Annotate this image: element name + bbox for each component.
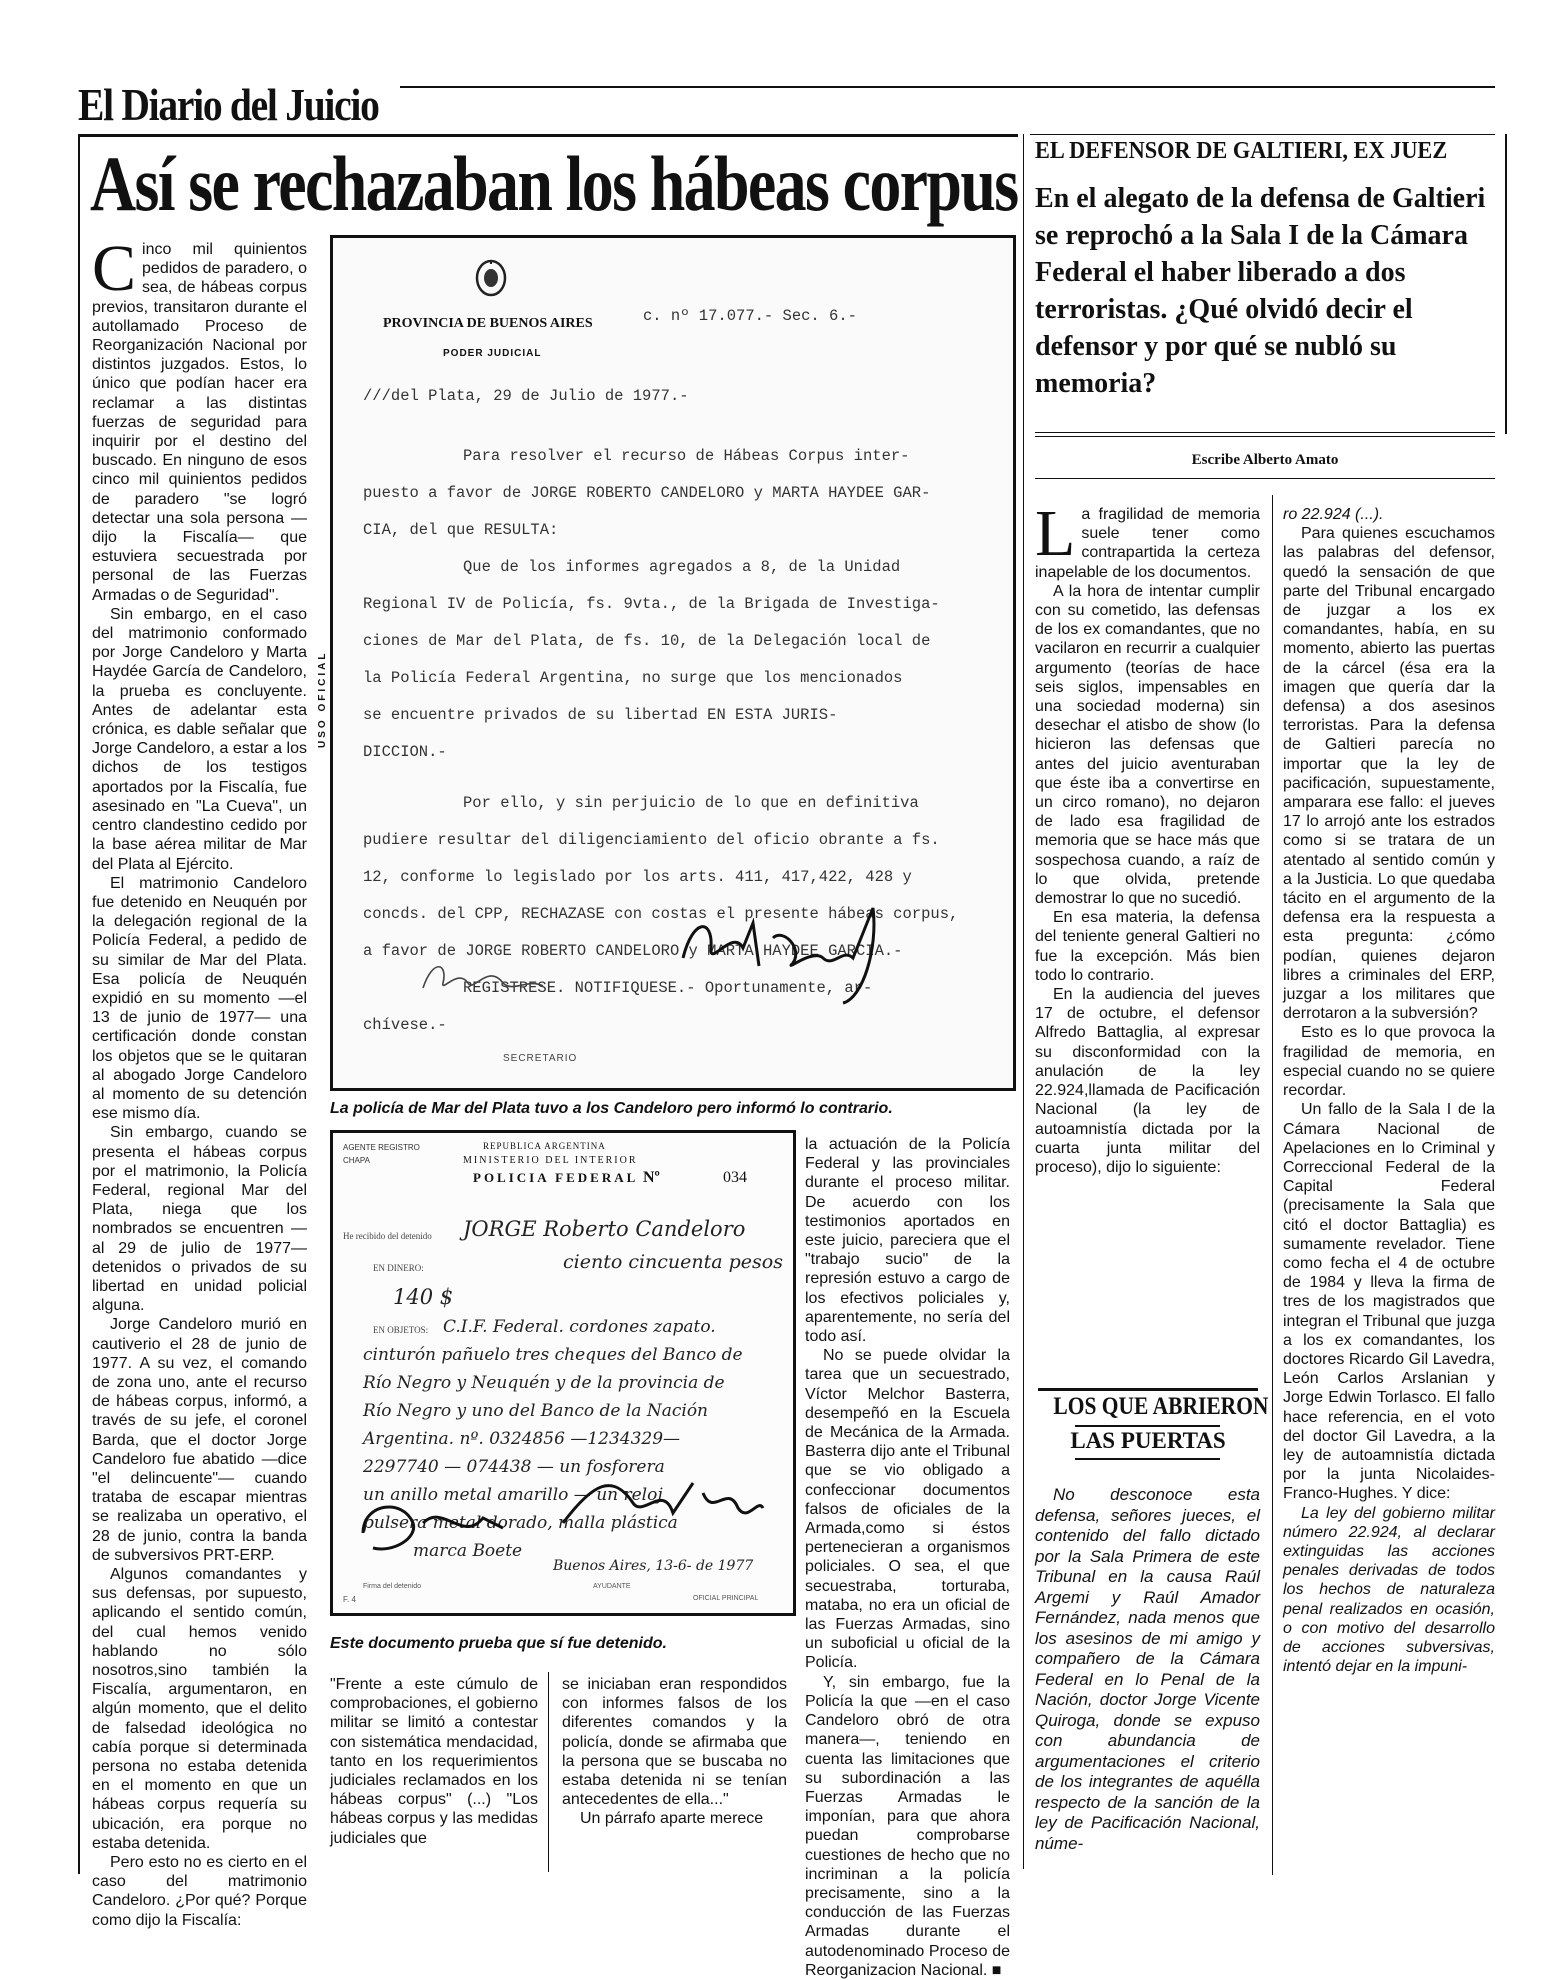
receipt-footer-mid: AYUDANTE [593, 1583, 631, 1590]
typed-line: 12, conforme lo legislado por los arts. 411, 417,422, 428 y [363, 868, 912, 886]
resolution-date: ///del Plata, 29 de Julio de 1977.- [363, 387, 689, 405]
story-divider [1023, 134, 1024, 1869]
story-column-bottom-b [562, 1675, 787, 1829]
money-amount-words: ciento cincuenta pesos [563, 1251, 783, 1273]
police-receipt-document [330, 1130, 796, 1616]
story-paragraph: Sin embargo, en el caso del matrimonio conformado por Jorge Candeloro y Marta Haydée García de Candeloro, la prueba es concluyente. Antes de adelantar esta crónica, es dable señalar que Jorge Candeloro, a estar a los dichos de los testigos aportados por la Fiscalía, fue asesinado en "La Cueva", un centro clandestino cedido por la base aérea militar de Mar del Plata al Ejército. [92, 605, 307, 873]
province-header: PROVINCIA DE BUENOS AIRES [383, 316, 593, 331]
sidebar-paragraph: ro 22.924 (...). [1283, 506, 1384, 523]
typed-line: chívese.- [363, 1016, 447, 1034]
story-paragraph: El matrimonio Candeloro fue detenido en Neuquén por la delegación regional de la Policía Federal, a pedido de su similar de Mar del Plata. Esa policía de Neuquén expidió en su momento —el 13 de junio de 1977— una certificación donde constan los objetos que se le quitaran al abogado Jorge Candeloro al momento de su detención ese mismo día. [92, 874, 307, 1123]
typed-line: REGISTRESE. NOTIFIQUESE.- Oportunamente, ar- [463, 979, 873, 997]
sidebar-border-right [1505, 134, 1507, 434]
sidebar-column-2 [1283, 505, 1495, 1676]
court-resolution-document [317, 235, 1016, 1091]
story-paragraph: Pero esto no es cierto en el caso del matrimonio Candeloro. ¿Por qué? Porque como dijo la Fiscalía: [92, 1854, 307, 1929]
objects-label: EN OBJETOS: [373, 1325, 429, 1335]
drop-cap: C [92, 232, 137, 305]
story-border-left [78, 134, 80, 1874]
typed-line: pudiere resultar del diligenciamiento del oficio obrante a fs. [363, 831, 940, 849]
sidebar-quote [1035, 1485, 1260, 1854]
receipt-header-ministry: MINISTERIO DEL INTERIOR [463, 1155, 638, 1166]
sidebar-rule-byline [1035, 478, 1495, 479]
story-paragraph: No se puede olvidar la tarea que un secuestrado, Víctor Melchor Basterra, desempeñó en la Escuela de Mecánica de la Armada. Basterra dijo ante el Tribunal que se vio obligado a confeccionar documentos falsos de oficiales de la Armada,como si éstos pertenecieran a organismos policiales. O sea, el que secuestraba, torturaba, mataba, no era un oficial de las Fuerzas Armadas, sino un suboficial u oficial de la Policía. [805, 1347, 1010, 1672]
typed-line: la Policía Federal Argentina, no surge que los mencionados [363, 669, 903, 687]
receipt-header-police: POLICIA FEDERAL [473, 1170, 639, 1185]
sidebar-column-divider [1272, 495, 1273, 1875]
photo-caption-1: La policía de Mar del Plata tuvo a los Candeloro pero informó lo contrario. [330, 1100, 893, 1117]
box-title-line-1: LOS QUE ABRIERON [1053, 1393, 1269, 1420]
secretary-stamp: SECRETARIO [503, 1053, 578, 1064]
sidebar-paragraph: La ley del gobierno militar número 22.924, al declarar extinguidas las acciones penales derivadas de todos los hechos de naturaleza penal realizados en ocasión, o con motivo del desarrollo de acciones subversivas, intentó dejar en la impuni- [1283, 1504, 1495, 1676]
receipt-number: 034 [723, 1169, 747, 1186]
secretary-signature [413, 938, 573, 1008]
box-title-line-2: LAS PUERTAS [1070, 1428, 1226, 1453]
masthead-underline-right [1030, 134, 1495, 135]
receipt-header-left: AGENTE REGISTRO CHAPA [343, 1143, 420, 1165]
sidebar-rule-top [1035, 432, 1495, 433]
typed-line: Para resolver el recurso de Hábeas Corpus inter- [463, 447, 910, 465]
sidebar-paragraph: No desconoce esta defensa, señores jueces, el contenido del fallo dictado por la Sala Primera de este Tribunal en la causa Raúl Argemi y Raúl Amador Fernández, nada menos que los asesinos de mi amigo y compañero de la Cámara Federal en lo Penal de la Nación, doctor Jorge Vicente Quiroga, donde se expuso con abundancia de argumentaciones el criterio de los integrantes de aquélla respecto de la sanción de la ley de Pacificación Nacional, núme- [1035, 1485, 1260, 1853]
typed-line: ciones de Mar del Plata, de fs. 10, de la Delegación local de [363, 632, 931, 650]
object-line: pulsera metal dorado, malla plástica [363, 1513, 678, 1533]
story-paragraph: la actuación de la Policía Federal y las provinciales durante el proceso militar. De acuerdo con los testimonios aportados en este juicio, pareciera que el "trabajo sucio" de la represión estuvo a cargo de los efectivos policiales y, aparentemente, no sería del todo así. [805, 1136, 1010, 1346]
sidebar-paragraph: En la audiencia del jueves 17 de octubre, el defensor Alfredo Battaglia, al expresar su disconformidad con la anulación de la ley 22.924,llamada de Pacificación Nacional (la ley de autoamnistía dictada por la cuarta junta militar del proceso), dijo lo siguiente: [1035, 986, 1260, 1176]
object-line: un anillo metal amarillo — un reloj [363, 1485, 663, 1505]
story-column-bottom-a [330, 1675, 538, 1848]
receipt-footer-right: OFICIAL PRINCIPAL [693, 1595, 759, 1602]
sidebar-paragraph: En esa materia, la defensa del teniente general Galtieri no fue la excepción. Más bien todo lo contrario. [1035, 909, 1260, 984]
sidebar-paragraph: A la hora de intentar cumplir con su cometido, las defensas de los ex comandantes, que no vacilaron en recurrir a cualquier argumento (teorías de hace seis siglos, impensables en una sociedad moderna) sin desechar el atisbo de show (lo hicieron las defensas que antes del juicio aventuraban que éste iba a convertirse en un circo romano), no dejaron de lado esa fragilidad de memoria que se hace más que sospechosa cuando, a raíz de lo que olvida, pretende demostrar lo que no sucedió. [1035, 582, 1260, 908]
headline: Así se rechazaban los hábeas corpus [90, 140, 1018, 227]
story-paragraph: Algunos comandantes y sus defensas, por supuesto, aplicando el sentido común, del cual hemos venido hablando no sólo nosotros,sino también la Fiscalía, argumentaron, en algún momento, que el delito de falsedad ideológica no cabía porque si determinada persona no estaba detenida en el momento en que un hábeas corpus requería su ubicación, era porque no estaba detenida. [92, 1566, 307, 1852]
masthead-underline [78, 134, 1018, 137]
detainee-signature [353, 1493, 513, 1563]
sidebar-kicker: EL DEFENSOR DE GALTIERI, EX JUEZ [1035, 138, 1448, 164]
box-rule-top [1038, 1388, 1258, 1391]
judicial-branch-header: PODER JUDICIAL [443, 348, 542, 359]
story-paragraph: Y, sin embargo, fue la Policía la que —en el caso Candeloro obró de otra manera—, teniendo en cuenta las limitaciones que su subordinación a las Fuerzas Armadas le imponían, para que ahora puedan comprobarse cuestiones de hecho que no incriminan a la policía precisamente, sino a la conducción de las Fuerzas Armadas durante el autodenominado Proceso de Reorganizacion Nacional. ■ [805, 1673, 1010, 1979]
masthead: El Diario del Juicio [78, 79, 379, 130]
drop-cap: L [1035, 497, 1076, 570]
story-paragraph: Cinco mil quinientos pedidos de paradero, o sea, de hábeas corpus previos, transitaron durante el autollamado Proceso de Reorganización Nacional por distintos juzgados. Estos, lo único que podían hacer era reclamar a las distintas fuerzas de seguridad para inquirir por el destino del buscado. En ninguno de esos cinco mil quinientos pedidos de paradero "se logró detectar una sola persona —dijo la Fiscalía— que estuviera secuestrada por personal de las Fuerzas Armadas o de Seguridad". [92, 232, 307, 604]
story-paragraph: Jorge Candeloro murió en cautiverio el 28 de junio de 1977. A su vez, el comando de zona uno, ante el recurso de hábeas corpus, informó, a través de su jefe, el coronel Barda, que el doctor Jorge Candeloro fue abatido —dice "el delincuente"— cuando trataba de escapar mientras se realizaba un operativo, el 28 de junio, contra la banda de subversivos PRT-ERP. [92, 1316, 307, 1564]
typed-line: DICCION.- [363, 743, 447, 761]
byline: Escribe Alberto Amato [1191, 452, 1339, 468]
story-paragraph: "Frente a este cúmulo de comprobaciones, el gobierno militar se limitó a contestar con sistemática mendacidad, tanto en los requerimientos judiciales reclamados en los hábeas corpus" (...) "Los hábeas corpus y las medidas judiciales que [330, 1676, 538, 1847]
object-line: Río Negro y Neuquén y de la provincia de [363, 1373, 725, 1393]
object-line: cinturón pañuelo tres cheques del Banco de [363, 1345, 743, 1365]
story-column-mid [805, 1135, 1010, 1980]
sidebar-paragraph: Para quienes escuchamos las palabras del defensor, quedó la sensación de que parte del Tribunal encargado de juzgar a los ex comandantes, había, en su momento, abierto las puertas de la cárcel (ésa era la imagen que quería dar la defensa) a dos asesinos terroristas. Para la defensa de Galtieri parecía no importar que la ley de pacificación, supuestamente, amparara ese fallo: el jueves 17 lo arrojó ante los estrados como si se tratara de un atentado al sentido común y a la Justicia. Lo que quedaba tácito en el argumento de la defensa era la respuesta a esta pregunta: ¿cómo podían, quienes dejaron libres a criminales del ERP, juzgar a los militares que derrotaron a la subversión? [1283, 525, 1495, 1023]
object-line: C.I.F. Federal. cordones zapato. [443, 1317, 716, 1337]
national-seal-icon [473, 258, 509, 298]
sidebar-rule-top-2 [1035, 436, 1495, 437]
typed-line: puesto a favor de JORGE ROBERTO CANDELORO y MARTA HAYDEE GAR- [363, 484, 931, 502]
sidebar-paragraph: Un fallo de la Sala I de la Cámara Nacional de Apelaciones en lo Criminal y Correccional Federal de la Capital Federal (precisamente la Sala que citó el doctor Battaglia) es sumamente revelador. Tiene como fecha el 4 de octubre de 1984 y lleva la firma de tres de los magistrados que integran el Tribunal que juzga a los ex comandantes, los doctores Ricardo Gil Lavedra, León Carlos Arslanian y Jorge Edwin Torlasco. El fallo hace referencia, en el voto del doctor Gil Lavedra, a la ley de autoamnistía dictada por la junta Nicolaides-Franco-Hughes. Y dice: [1283, 1101, 1495, 1503]
typed-line: CIA, del que RESULTA: [363, 521, 559, 539]
receipt-place-date: Buenos Aires, 13-6- de 1977 [553, 1558, 754, 1574]
typed-line: Regional IV de Policía, fs. 9vta., de la Brigada de Investiga- [363, 595, 940, 613]
typed-line: concds. del CPP, RECHAZASE con costas el presente hábeas corpus, [363, 905, 959, 923]
money-label: EN DINERO: [373, 1263, 424, 1273]
object-line: Argentina. nº. 0324856 —1234329— [363, 1429, 681, 1449]
assistant-signature [553, 1463, 773, 1543]
typed-line: se encuentre privados de su libertad EN ESTA JURIS- [363, 706, 838, 724]
receipt-number-label: Nº [643, 1169, 660, 1186]
received-from-label: He recibido del detenido [343, 1231, 432, 1241]
detainee-name: JORGE Roberto Candeloro [463, 1217, 746, 1241]
object-line: 2297740 — 074438 — un fosforera [363, 1457, 665, 1477]
sidebar-paragraph: Esto es lo que provoca la fragilidad de memoria, en especial cuando no se quiere recordar. [1283, 1024, 1495, 1100]
story-paragraph: Sin embargo, cuando se presenta el hábeas corpus por el matrimonio, la Policía Federal, regional Mar del Plata, niega que los nombrados se encuentren —al 29 de julio de 1977— detenidos o privados de su libertad en unidad policial alguna. [92, 1124, 307, 1315]
typed-line: a favor de JORGE ROBERTO CANDELORO y MARTA HAYDEE GARCIA.- [363, 942, 903, 960]
object-line: Río Negro y uno del Banco de la Nación [363, 1401, 708, 1421]
receipt-footer-left: Firma del detenido [363, 1583, 421, 1590]
bottom-column-divider [548, 1672, 549, 1872]
masthead-rule [400, 86, 1495, 88]
box-rule-mid [1075, 1425, 1220, 1427]
typed-line: Que de los informes agregados a 8, de la Unidad [463, 558, 901, 576]
sidebar-column-1 [1035, 497, 1260, 1177]
judge-signature [673, 888, 903, 1008]
story-paragraph: Un párrafo aparte merece [580, 1810, 764, 1828]
case-reference: c. nº 17.077.- Sec. 6.- [643, 307, 857, 325]
money-amount: 140 $ [393, 1285, 454, 1309]
story-column-1 [92, 232, 307, 1930]
photo-caption-2: Este documento prueba que sí fue detenido. [330, 1635, 667, 1652]
sidebar-paragraph: La fragilidad de memoria suele tener como contrapartida la certeza inapelable de los documentos. [1035, 497, 1260, 581]
box-rule-bottom [1075, 1458, 1220, 1460]
object-line: marca Boete [413, 1541, 523, 1561]
side-stamp: USO OFICIAL [317, 650, 328, 748]
receipt-header-republic: REPUBLICA ARGENTINA [483, 1141, 606, 1151]
story-paragraph: se iniciaban eran respondidos con informes falsos de los diferentes comandos y la policía, donde se afirmaba que la persona que se buscaba no estaba detenida ni se tenían antecedentes de ella..." [562, 1676, 787, 1809]
sidebar-deck: En el alegato de la defensa de Galtieri se reprochó a la Sala I de la Cámara Federal el haber liberado a dos terroristas. ¿Qué olvidó decir el defensor y por qué se nubló su memoria? [1035, 183, 1486, 399]
receipt-corner-mark: F. 4 [343, 1595, 356, 1604]
typed-line: Por ello, y sin perjuicio de lo que en definitiva [463, 794, 919, 812]
